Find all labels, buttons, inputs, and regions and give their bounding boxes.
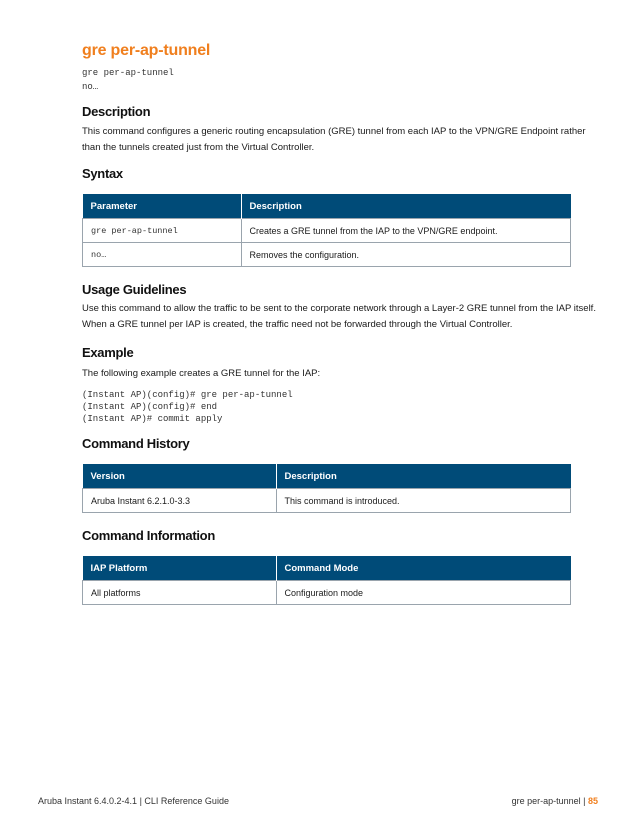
code-line: (Instant AP)(config)# end [82, 402, 218, 412]
description-heading: Description [82, 104, 151, 119]
table-row [83, 243, 571, 267]
column-header: Version [83, 464, 277, 489]
example-intro: The following example creates a GRE tunnel for the IAP: [82, 368, 321, 379]
syntax-heading: Syntax [82, 166, 123, 181]
table-cell: Creates a GRE tunnel from the IAP to the VPN/GRE endpoint. [241, 219, 571, 243]
table-cell: Aruba Instant 6.2.1.0-3.3 [83, 489, 277, 513]
table-cell: Configuration mode [276, 581, 571, 605]
table-header-row [83, 194, 571, 219]
column-header: Command Mode [276, 556, 571, 581]
description-text: This command configures a generic routing encapsulation (GRE) tunnel from each IAP to the VPN/GRE Endpoint rather than the tunnels created just from the Virtual Controller. [82, 126, 586, 153]
column-header: Description [241, 194, 571, 219]
footer-page-label [512, 796, 598, 806]
code-line: (Instant AP)(config)# gre per-ap-tunnel [82, 390, 293, 400]
history-heading: Command History [82, 436, 190, 451]
table-header-row [83, 464, 571, 489]
information-heading: Command Information [82, 528, 215, 543]
history-table [82, 464, 571, 513]
column-header: Parameter [83, 194, 242, 219]
page-title: gre per-ap-tunnel [82, 42, 211, 59]
table-row [83, 581, 571, 605]
footer-guide-title: Aruba Instant 6.4.0.2-4.1 | CLI Reference Guide [38, 796, 229, 806]
table-cell: Removes the configuration. [241, 243, 571, 267]
column-header: IAP Platform [83, 556, 277, 581]
code-line: (Instant AP)# commit apply [82, 414, 223, 424]
syntax-line: no… [82, 82, 99, 92]
page-number: 85 [587, 796, 598, 806]
table-cell: gre per-ap-tunnel [83, 219, 242, 243]
column-header: Description [276, 464, 571, 489]
table-cell: All platforms [83, 581, 277, 605]
table-cell: no… [83, 243, 242, 267]
syntax-table [82, 194, 571, 267]
usage-text: Use this command to allow the traffic to be sent to the corporate network through a Layer-2 GRE tunnel from the IAP itself. When a GRE tunnel per IAP is created, the traffic need not be forwarded through the Virtual Controller. [82, 303, 596, 330]
usage-heading: Usage Guidelines [82, 282, 187, 297]
table-row [83, 489, 571, 513]
table-row [83, 219, 571, 243]
table-header-row [83, 556, 571, 581]
table-cell: This command is introduced. [276, 489, 571, 513]
footer-section-name: gre per-ap-tunnel | [511, 796, 588, 806]
example-heading: Example [82, 345, 134, 360]
information-table [82, 556, 571, 605]
syntax-line: gre per-ap-tunnel [82, 68, 174, 78]
